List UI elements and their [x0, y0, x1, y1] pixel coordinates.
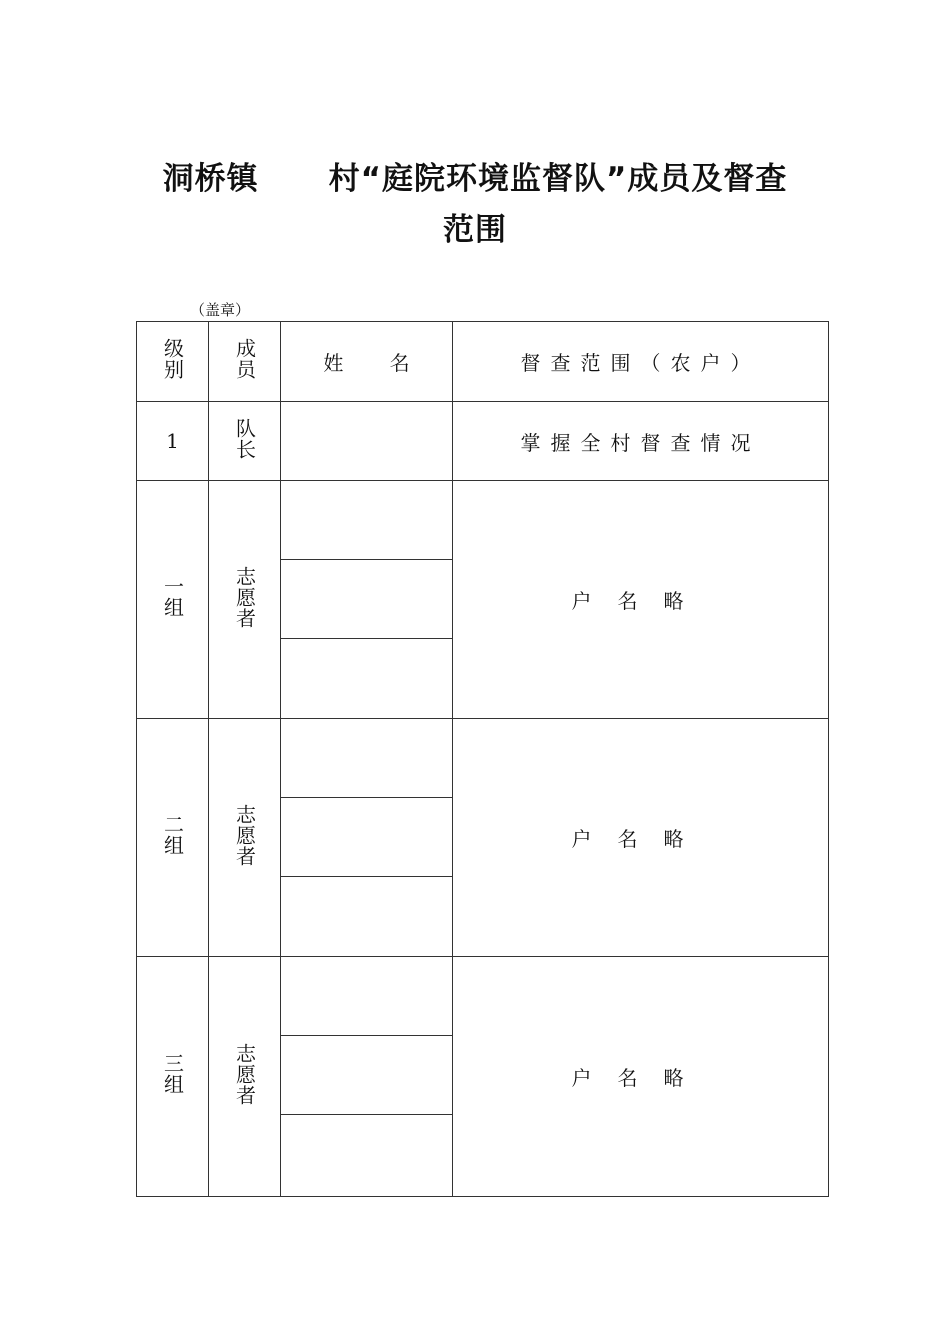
header-member: 成员	[209, 322, 281, 402]
document-title-line1	[0, 153, 950, 198]
group-1-row-1	[137, 481, 829, 560]
group-3-name-cell-2[interactable]	[281, 1036, 453, 1115]
header-level: 级别	[137, 322, 209, 402]
group-1-scope: 户名略	[453, 481, 829, 719]
leader-name-cell[interactable]	[281, 402, 453, 481]
group-3-name-cell-3[interactable]	[281, 1115, 453, 1197]
group-3-row-1	[137, 957, 829, 1036]
title-rest: 村“庭院环境监督队”成员及督查	[328, 161, 788, 197]
group-2-scope: 户名略	[453, 719, 829, 957]
document-title-line2: 范围	[443, 212, 507, 248]
group-1-level: 一组	[137, 481, 209, 719]
group-1-name-cell-3[interactable]	[281, 639, 453, 719]
group-2-name-cell-3[interactable]	[281, 877, 453, 957]
leader-member: 队长	[209, 402, 281, 481]
group-3-scope: 户名略	[453, 957, 829, 1197]
header-scope: 督查范围（农户）	[453, 322, 829, 402]
group-1-member: 志愿者	[209, 481, 281, 719]
leader-level: 1	[137, 402, 209, 481]
title-town: 洞桥镇	[162, 161, 259, 197]
group-1-name-cell-2[interactable]	[281, 560, 453, 639]
team-table	[136, 321, 829, 1197]
group-2-row-1	[137, 719, 829, 798]
group-1-name-cell-1[interactable]	[281, 481, 453, 560]
group-3-level: 三组	[137, 957, 209, 1197]
leader-row	[137, 402, 829, 481]
group-2-name-cell-2[interactable]	[281, 798, 453, 877]
stamp-note: （盖章）	[190, 301, 251, 319]
group-2-name-cell-1[interactable]	[281, 719, 453, 798]
header-row	[137, 322, 829, 402]
group-3-member: 志愿者	[209, 957, 281, 1197]
group-3-name-cell-1[interactable]	[281, 957, 453, 1036]
header-name: 姓 名	[281, 322, 453, 402]
leader-scope: 掌握全村督查情况	[453, 402, 829, 481]
group-2-level: 二组	[137, 719, 209, 957]
group-2-member: 志愿者	[209, 719, 281, 957]
